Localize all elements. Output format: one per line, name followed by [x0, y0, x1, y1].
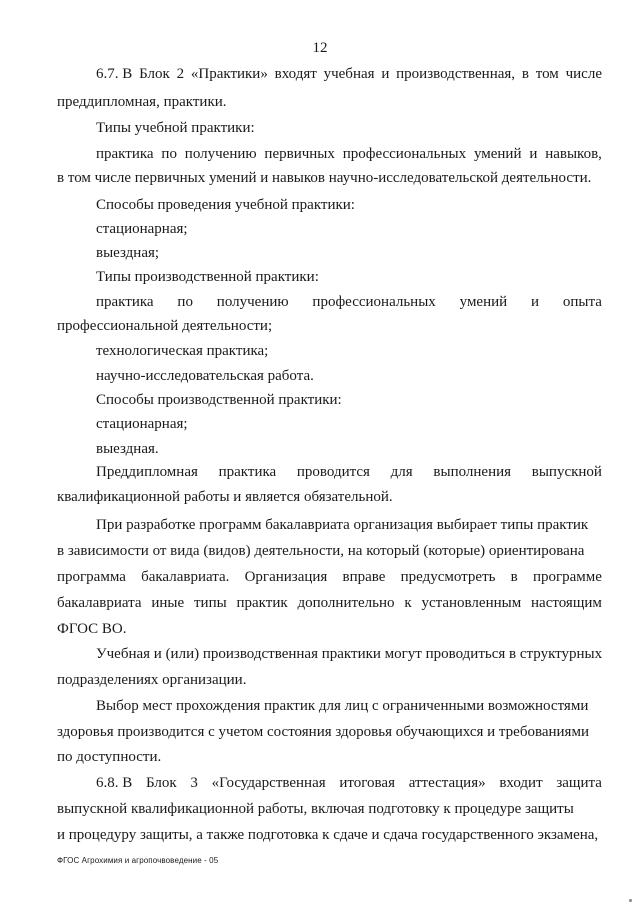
word: по: [161, 146, 177, 162]
word: Преддипломная: [96, 464, 198, 480]
word: типы: [193, 595, 227, 611]
structural-line-1: Учебная и (или) производственная практики могут проводиться в структурных: [96, 646, 603, 662]
production-type-technological: технологическая практика;: [96, 343, 269, 359]
word: в: [510, 569, 518, 585]
development-line-3: [57, 567, 602, 587]
word: проводится: [296, 464, 370, 480]
word: 6.8. В: [96, 775, 133, 791]
word: числе: [565, 66, 602, 82]
educational-methods-heading: Способы проведения учебной практики:: [96, 197, 355, 213]
word: предусмотреть: [400, 569, 496, 585]
word: итоговая: [339, 775, 395, 791]
paragraph-6-7-line-2: преддипломная, практики.: [57, 94, 227, 110]
disabilities-line-2: здоровья производится с учетом состояния здоровья обучающихся и требованиями: [57, 724, 589, 740]
structural-line-2: подразделениях организации.: [57, 672, 247, 688]
development-line-4: [57, 593, 602, 613]
word: и: [529, 146, 538, 162]
paragraph-6-8-line-1: [96, 773, 602, 793]
production-type-research: научно-исследовательская работа.: [96, 368, 314, 384]
educational-method-stationary: стационарная;: [96, 221, 188, 237]
word: и: [531, 294, 540, 310]
word: по: [177, 294, 193, 310]
word: умений: [473, 146, 522, 162]
word: получению: [216, 294, 289, 310]
word: входит: [499, 775, 543, 791]
word: вправе: [342, 569, 386, 585]
word: установленным: [421, 595, 522, 611]
word: 6.7. В: [96, 66, 133, 82]
word: опыта: [562, 294, 602, 310]
word: практика: [218, 464, 277, 480]
word: иные: [151, 595, 185, 611]
production-types-heading: Типы производственной практики:: [96, 269, 319, 285]
word: к: [404, 595, 412, 611]
word: входят: [274, 66, 317, 82]
page-number: 12: [312, 40, 328, 56]
word: получению: [184, 146, 257, 162]
word: Организация: [244, 569, 328, 585]
disabilities-line-1: Выбор мест прохождения практик для лиц с ограниченными возможностями: [96, 698, 589, 714]
production-type-1-line-2: профессиональной деятельности;: [57, 318, 273, 334]
scan-speck: [629, 899, 632, 902]
disabilities-line-3: по доступности.: [57, 749, 162, 765]
word: практика: [96, 294, 154, 310]
development-line-2: в зависимости от вида (видов) деятельности, на который (которые) ориентирована: [57, 543, 585, 559]
word: настоящим: [531, 595, 602, 611]
development-line-1: При разработке программ бакалавриата организация выбирает типы практик: [96, 517, 589, 533]
word: аттестация»: [408, 775, 486, 791]
paragraph-6-7-line-1: [96, 64, 602, 84]
educational-type-1-line-1: [96, 144, 602, 164]
word: Блок: [145, 775, 177, 791]
development-line-5: ФГОС ВО.: [57, 621, 127, 637]
word: 2: [176, 66, 185, 82]
prediploma-line-1: [96, 462, 602, 482]
word: защита: [556, 775, 602, 791]
word: первичных: [264, 146, 335, 162]
word: учебная: [323, 66, 375, 82]
educational-type-1-line-2: в том числе первичных умений и навыков научно-исследовательской деятельности.: [57, 170, 592, 186]
footer-standard-code: ФГОС Агрохимия и агропочвоведение - 05: [57, 856, 219, 865]
production-methods-heading: Способы производственной практики:: [96, 392, 342, 408]
paragraph-6-8-line-2: выпускной квалификационной работы, включая подготовку к процедуре защиты: [57, 801, 574, 817]
word: производственная,: [396, 66, 516, 82]
prediploma-line-2: квалификационной работы и является обязательной.: [57, 489, 393, 505]
paragraph-6-8-line-3: и процедуру защиты, а также подготовка к сдаче и сдача государственного экзамена,: [57, 827, 599, 843]
word: программе: [532, 569, 602, 585]
word: дополнительно: [297, 595, 395, 611]
word: «Государственная: [211, 775, 326, 791]
educational-method-field: выездная;: [96, 245, 160, 261]
word: умений: [459, 294, 508, 310]
word: бакалавриата.: [141, 569, 230, 585]
production-type-1-line-1: [96, 292, 602, 312]
word: профессиональных: [342, 146, 467, 162]
word: выпускной: [531, 464, 602, 480]
word: навыков,: [545, 146, 602, 162]
educational-types-heading: Типы учебной практики:: [96, 120, 255, 136]
word: в: [521, 66, 529, 82]
word: Блок: [139, 66, 170, 82]
word: практика: [96, 146, 154, 162]
production-method-stationary: стационарная;: [96, 416, 188, 432]
word: выполнения: [433, 464, 512, 480]
word: «Практики»: [190, 66, 268, 82]
production-method-field: выездная.: [96, 441, 159, 457]
word: программа: [57, 569, 126, 585]
word: том: [535, 66, 559, 82]
word: профессиональных: [312, 294, 436, 310]
word: для: [390, 464, 413, 480]
word: 3: [190, 775, 198, 791]
word: и: [381, 66, 390, 82]
word: практик: [236, 595, 288, 611]
word: бакалавриата: [57, 595, 142, 611]
